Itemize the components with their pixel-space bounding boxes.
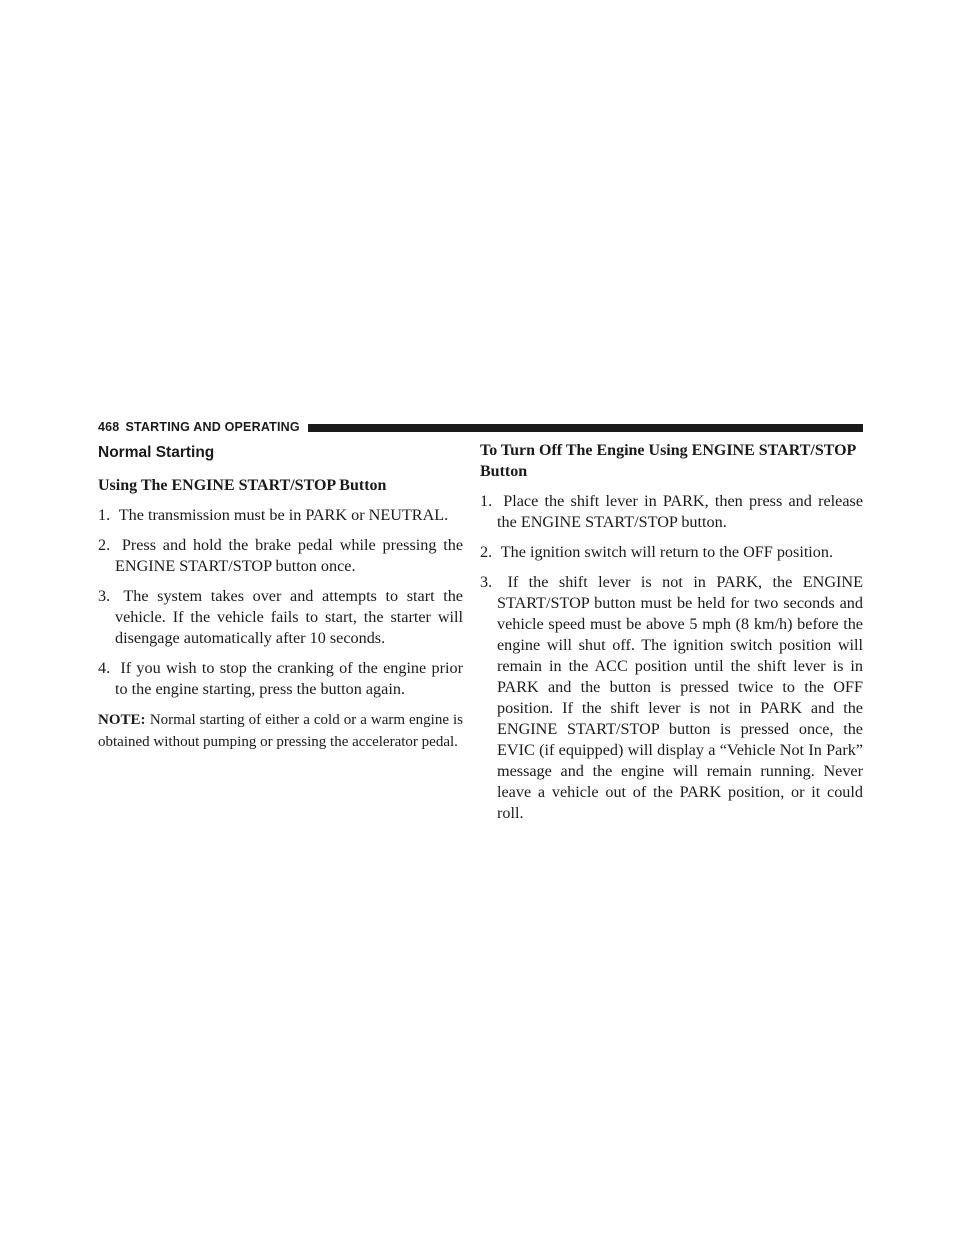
step-text: If the shift lever is not in PARK, the ENGINE START/STOP button must be held for two seconds and vehicle speed must be above 5 mph (8 km/h) before the engine will shut off. The ignition switch position will remain in the ACC position until the shift lever is in PARK and the button is pressed twice to the OFF position. If the shift lever is not in PARK and the ENGINE START/STOP button is pressed once, the EVIC (if equipped) will display a “Vehicle Not In Park” message and the engine will remain running. Never leave a vehicle out of the PARK position, or it could roll. bbox=[497, 573, 864, 822]
list-item bbox=[480, 542, 863, 563]
step-number: 2. bbox=[98, 536, 111, 554]
start-steps-list bbox=[98, 505, 463, 700]
list-item bbox=[98, 505, 463, 526]
step-number: 2. bbox=[480, 543, 493, 561]
note-label: NOTE: bbox=[98, 712, 146, 728]
step-number: 4. bbox=[98, 659, 111, 677]
stop-steps-list bbox=[480, 491, 863, 824]
step-text: The system takes over and attempts to start the vehicle. If the vehicle fails to start, the starter will disengage automatically after 10 seconds. bbox=[115, 587, 463, 647]
sub-heading-stop: To Turn Off The Engine Using ENGINE START/STOP Button bbox=[480, 442, 856, 480]
page-header bbox=[98, 420, 863, 434]
page-number: 468 bbox=[98, 420, 120, 434]
note bbox=[98, 709, 463, 753]
list-item bbox=[98, 586, 463, 649]
step-number: 3. bbox=[98, 587, 111, 605]
list-item bbox=[98, 535, 463, 577]
list-item bbox=[98, 658, 463, 700]
note-text: Normal starting of either a cold or a warm engine is obtained without pumping or pressing the accelerator pedal. bbox=[98, 712, 463, 750]
step-number: 1. bbox=[480, 492, 493, 510]
running-section-title: STARTING AND OPERATING bbox=[125, 420, 300, 434]
list-item bbox=[480, 491, 863, 533]
list-item bbox=[480, 572, 863, 824]
step-text: Press and hold the brake pedal while pressing the ENGINE START/STOP button once. bbox=[115, 536, 463, 575]
step-number: 3. bbox=[480, 573, 493, 591]
step-text: The transmission must be in PARK or NEUTRAL. bbox=[118, 506, 449, 524]
step-number: 1. bbox=[98, 506, 111, 524]
sub-heading-start: Using The ENGINE START/STOP Button bbox=[98, 477, 387, 494]
step-text: If you wish to stop the cranking of the engine prior to the engine starting, press the button again. bbox=[115, 659, 463, 698]
step-text: The ignition switch will return to the OFF position. bbox=[500, 543, 834, 561]
left-column bbox=[98, 440, 463, 753]
right-column bbox=[480, 440, 863, 824]
section-title: Normal Starting bbox=[98, 444, 215, 461]
header-rule bbox=[308, 424, 863, 432]
step-text: Place the shift lever in PARK, then press and release the ENGINE START/STOP button. bbox=[497, 492, 864, 531]
